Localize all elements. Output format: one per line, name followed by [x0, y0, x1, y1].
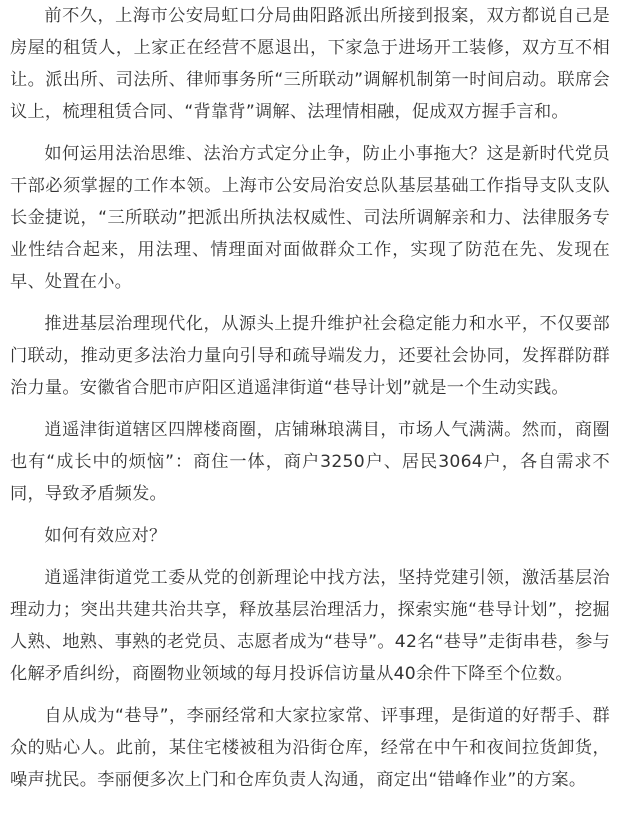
paragraph: 推进基层治理现代化，从源头上提升维护社会稳定能力和水平，不仅要部门联动，推动更多法治力量向引导和疏导端发力，还要社会协同，发挥群防群治力量。安徽省合肥市庐阳区逍遥津街道“巷导计划”就是一个生动实践。: [10, 314, 610, 398]
paragraph: 如何有效应对？: [44, 526, 167, 546]
paragraph: 前不久，上海市公安局虹口分局曲阳路派出所接到报案，双方都说自己是房屋的租赁人，上家正在经营不愿退出，下家急于进场开工装修，双方互不相让。派出所、司法所、律师事务所“三所联动”调解机制第一时间启动。联席会议上，梳理租赁合同、“背靠背”调解、法理情相融，促成双方握手言和。: [10, 6, 610, 122]
article-body: [10, 0, 610, 796]
paragraph: 如何运用法治思维、法治方式定分止争，防止小事拖大？这是新时代党员干部必须掌握的工作本领。上海市公安局治安总队基层基础工作指导支队支队长金捷说，“三所联动”把派出所执法权威性、司法所调解亲和力、法律服务专业性结合起来，用法理、情理面对面做群众工作，实现了防范在先、发现在早、处置在小。: [10, 144, 610, 292]
paragraph: 逍遥津街道党工委从党的创新理论中找方法，坚持党建引领，激活基层治理动力；突出共建共治共享，释放基层治理活力，探索实施“巷导计划”，挖掘人熟、地熟、事熟的老党员、志愿者成为“巷导”。42名“巷导”走街串巷，参与化解矛盾纠纷，商圈物业领域的每月投诉信访量从40余件下降至个位数。: [10, 568, 610, 684]
paragraph: 逍遥津街道辖区四牌楼商圈，店铺琳琅满目，市场人气满满。然而，商圈也有“成长中的烦恼”：商住一体，商户3250户、居民3064户，各自需求不同，导致矛盾频发。: [10, 420, 610, 504]
paragraph: 自从成为“巷导”，李丽经常和大家拉家常、评事理，是街道的好帮手、群众的贴心人。此前，某住宅楼被租为沿街仓库，经常在中午和夜间拉货卸货，噪声扰民。李丽便多次上门和仓库负责人沟通，商定出“错峰作业”的方案。: [10, 706, 610, 790]
